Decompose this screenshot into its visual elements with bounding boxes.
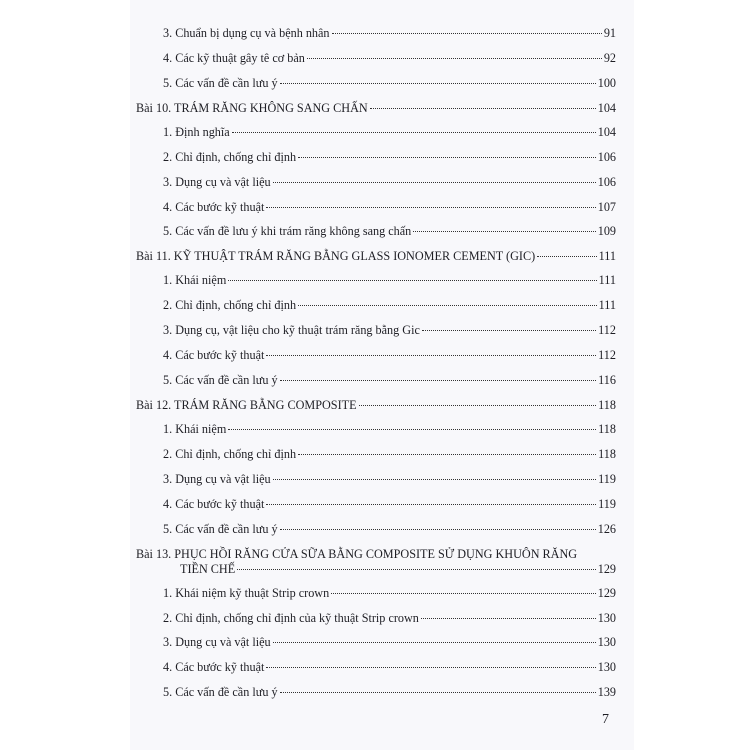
toc-chapter: Bài 13. PHỤC HỒI RĂNG CỬA SỮA BẰNG COMPOSITE SỬ DỤNG KHUÔN RĂNG TIỀN CHẾ 129	[136, 547, 616, 576]
dot-leader	[273, 182, 596, 183]
dot-leader	[266, 504, 596, 505]
toc-item: 3. Dụng cụ và vật liệu 106	[163, 175, 616, 189]
dot-leader	[298, 454, 596, 455]
dot-leader	[370, 108, 596, 109]
dot-leader	[266, 355, 596, 356]
toc-chapter: Bài 11. KỸ THUẬT TRÁM RĂNG BẰNG GLASS IONOMER CEMENT (GIC) 111	[136, 249, 616, 263]
dot-leader	[280, 380, 597, 381]
toc-chapter: Bài 12. TRÁM RĂNG BẰNG COMPOSITE 118	[136, 398, 616, 412]
toc-item: 4. Các bước kỹ thuật 130	[163, 660, 616, 674]
toc-item: 3. Dụng cụ, vật liệu cho kỹ thuật trám răng bằng Gic 112	[163, 323, 616, 337]
toc-item: 3. Dụng cụ và vật liệu 130	[163, 635, 616, 649]
dot-leader	[232, 132, 596, 133]
toc-item: 5. Các vấn đề cần lưu ý 116	[163, 373, 616, 387]
toc-item: 5. Các vấn đề cần lưu ý 126	[163, 522, 616, 536]
dot-leader	[273, 642, 596, 643]
toc-item: 4. Các bước kỹ thuật 107	[163, 200, 616, 214]
toc-item: 4. Các bước kỹ thuật 119	[163, 497, 616, 511]
toc-item: 1. Định nghĩa 104	[163, 125, 616, 139]
toc-item: 5. Các vấn đề cần lưu ý 100	[163, 76, 616, 90]
dot-leader	[331, 593, 596, 594]
toc-chapter-continued: TIỀN CHẾ 129	[180, 562, 616, 576]
toc-item: 5. Các vấn đề lưu ý khi trám răng không sang chấn 109	[163, 224, 616, 238]
page-number: 7	[602, 712, 609, 727]
dot-leader	[298, 305, 597, 306]
dot-leader	[228, 429, 596, 430]
toc-item: 3. Dụng cụ và vật liệu 119	[163, 472, 616, 486]
toc-chapter: Bài 10. TRÁM RĂNG KHÔNG SANG CHẤN 104	[136, 101, 616, 115]
dot-leader	[307, 58, 602, 59]
toc-item: 4. Các kỹ thuật gây tê cơ bản 92	[163, 51, 616, 65]
dot-leader	[280, 529, 596, 530]
dot-leader	[421, 618, 596, 619]
toc-item: 1. Khái niệm 111	[163, 273, 616, 287]
dot-leader	[228, 280, 596, 281]
toc-item: 1. Khái niệm kỹ thuật Strip crown 129	[163, 586, 616, 600]
toc-item: 2. Chỉ định, chống chỉ định 111	[163, 298, 616, 312]
dot-leader	[237, 569, 596, 570]
toc-item: 2. Chỉ định, chống chỉ định 118	[163, 447, 616, 461]
toc-item: 5. Các vấn đề cần lưu ý 139	[163, 685, 616, 699]
dot-leader	[413, 231, 595, 232]
toc-item: 2. Chỉ định, chống chỉ định của kỹ thuật Strip crown 130	[163, 611, 616, 625]
dot-leader	[273, 479, 597, 480]
toc-item: 4. Các bước kỹ thuật 112	[163, 348, 616, 362]
dot-leader	[298, 157, 596, 158]
toc-item: 3. Chuẩn bị dụng cụ và bệnh nhân 91	[163, 26, 616, 40]
table-of-contents	[136, 0, 616, 750]
dot-leader	[266, 207, 595, 208]
dot-leader	[359, 405, 597, 406]
toc-item: 1. Khái niệm 118	[163, 422, 616, 436]
dot-leader	[422, 330, 596, 331]
dot-leader	[280, 83, 596, 84]
toc-item: 2. Chỉ định, chống chỉ định 106	[163, 150, 616, 164]
dot-leader	[537, 256, 596, 257]
dot-leader	[266, 667, 595, 668]
dot-leader	[280, 692, 596, 693]
dot-leader	[332, 33, 602, 34]
